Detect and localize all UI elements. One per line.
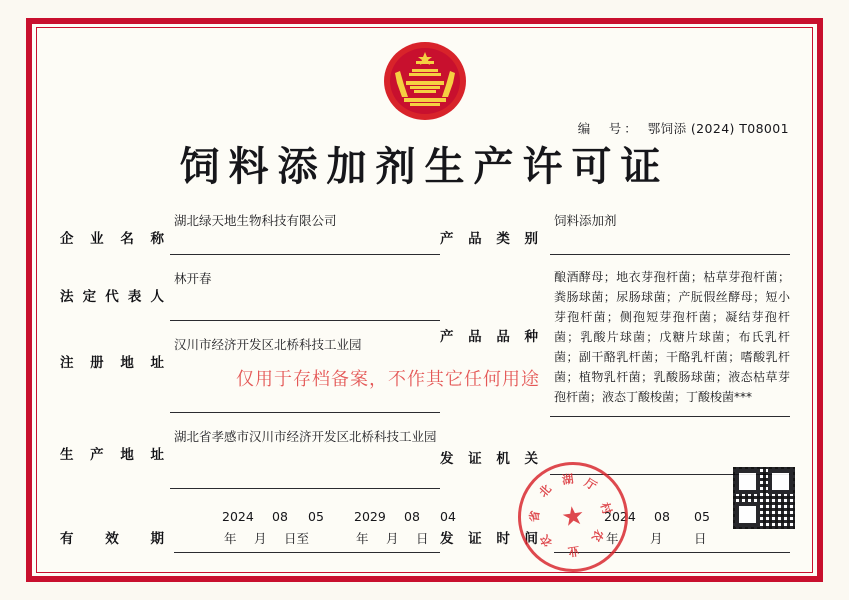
validity-end-day: 04	[440, 509, 456, 524]
field-label-legal-representative: 法定代表人	[60, 289, 164, 305]
seal-char-3: 省	[526, 509, 543, 523]
qr-code[interactable]	[733, 467, 795, 529]
field-underline	[170, 320, 440, 321]
national-emblem-icon	[382, 41, 468, 123]
field-label-issuing-authority: 发证机关	[440, 451, 538, 467]
field-underline	[170, 412, 440, 413]
field-underline	[550, 254, 790, 255]
validity-start-month: 08	[272, 509, 288, 524]
field-label-registered-address: 注册地址	[60, 355, 164, 371]
field-label-product-category: 产品类别	[440, 231, 538, 247]
field-underline	[174, 552, 440, 553]
seal-star-icon: ★	[559, 500, 587, 534]
validity-unit-end-day: 日	[416, 531, 429, 546]
field-validity-period	[60, 509, 456, 553]
watermark-text: 仅用于存档备案，不作其它任何用途	[236, 369, 540, 390]
issue-unit-month: 月	[650, 531, 663, 546]
issue-unit-year: 年	[606, 531, 619, 546]
left-field-column	[60, 209, 440, 501]
field-value-registered-address: 汉川市经济开发区北桥科技工业园	[174, 337, 362, 352]
validity-unit-end-year: 年	[356, 531, 369, 546]
right-field-column	[440, 209, 790, 487]
field-value-product-category: 饲料添加剂	[554, 213, 617, 228]
serial-value: 鄂饲添 (2024) T08001	[647, 121, 789, 136]
field-value-product-varieties: 酿酒酵母；地衣芽孢杆菌；枯草芽孢杆菌；粪肠球菌；尿肠球菌；产朊假丝酵母；短小芽孢杆菌；侧孢短芽孢杆菌；凝结芽孢杆菌；乳酸片球菌；戊糖片球菌；布氏乳杆菌；副干酪乳杆菌；干酪乳杆菌；嗜酸乳杆菌；植物乳杆菌；乳酸肠球菌；液态枯草芽孢杆菌；液态丁酸梭菌；丁酸梭菌***	[554, 270, 790, 404]
issue-month: 08	[654, 509, 670, 524]
field-label-product-varieties: 产品品种	[440, 329, 538, 345]
issue-day: 05	[694, 509, 710, 524]
seal-char-5: 业	[567, 543, 581, 559]
seal-char-7: 村	[597, 500, 615, 516]
seal-char-6: 农	[589, 527, 607, 545]
validity-start-year: 2024	[222, 509, 254, 524]
seal-char-4: 农	[537, 532, 556, 550]
issue-unit-day: 日	[694, 531, 707, 546]
qr-corner-marker	[735, 502, 760, 527]
validity-units	[174, 529, 440, 549]
validity-end-year: 2029	[354, 509, 386, 524]
seal-char-1: 湖	[561, 471, 575, 488]
validity-start-day: 05	[308, 509, 324, 524]
field-value-production-address: 湖北省孝感市汉川市经济开发区北桥科技工业园	[174, 429, 437, 444]
field-label-production-address: 生产地址	[60, 447, 164, 463]
field-label-company-name: 企业名称	[60, 231, 164, 247]
page-title: 饲料添加剂生产许可证	[179, 143, 670, 190]
field-label-validity-period: 有 效 期	[60, 531, 164, 547]
field-value-company-name: 湖北绿天地生物科技有限公司	[174, 213, 337, 228]
field-legal-representative	[60, 267, 440, 319]
field-product-category	[440, 209, 790, 253]
validity-unit-start-year: 年	[224, 531, 237, 546]
validity-end-month: 08	[404, 509, 420, 524]
field-company-name	[60, 209, 440, 253]
validity-unit-start-day: 日至	[284, 531, 310, 546]
serial-label: 编 号：	[577, 121, 640, 136]
field-underline	[170, 488, 440, 489]
validity-digits	[174, 509, 456, 529]
issue-year: 2024	[604, 509, 636, 524]
field-product-varieties	[440, 267, 790, 415]
validity-date-line	[174, 509, 456, 551]
seal-char-2: 北	[536, 481, 555, 500]
seal-char-8: 厅	[582, 475, 600, 494]
validity-unit-start-month: 月	[254, 531, 267, 546]
field-underline	[550, 416, 790, 417]
field-label-issue-date: 发证时间	[440, 531, 538, 547]
field-production-address	[60, 425, 440, 487]
official-seal-stamp	[511, 455, 635, 579]
certificate-content	[36, 27, 813, 573]
validity-unit-end-month: 月	[386, 531, 399, 546]
field-value-legal-representative: 林开春	[174, 271, 212, 286]
field-underline	[170, 254, 440, 255]
